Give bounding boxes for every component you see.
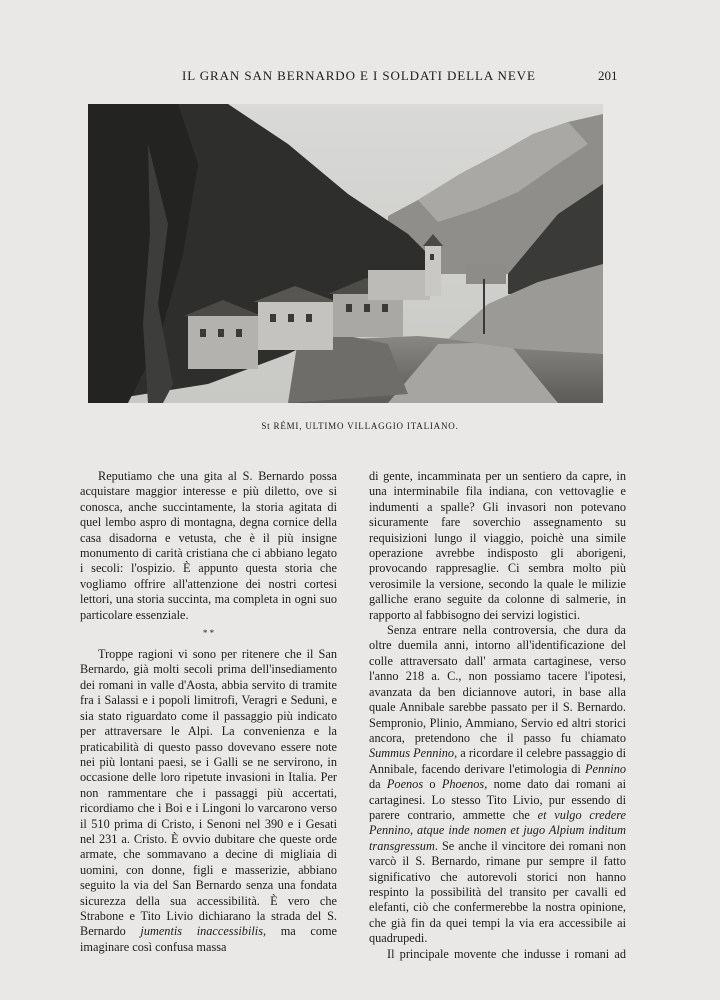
photo-caption: St RÉMI, ULTIMO VILLAGGIO ITALIANO.	[261, 421, 459, 431]
italic-quote: et vulgo credere Pennino, atque inde nomen et jugo Alpium inditum transgressum	[369, 807, 627, 853]
text-run: , nome dato dai romani ai cartaginesi. Lo stesso Tito Livio, pur essendo di parere contrario, ammette che	[369, 777, 626, 822]
paragraph-motive: Il principale movente che indusse i romani ad	[387, 946, 626, 961]
italic-quote: jumentis inaccessibilis	[140, 924, 263, 939]
page-number: 201	[598, 68, 618, 83]
village-photograph	[88, 104, 603, 403]
italic-term: Summus Pennino	[369, 746, 455, 761]
italic-term: Phoenos	[441, 777, 485, 792]
running-title: IL GRAN SAN BERNARDO E I SOLDATI DELLA NEVE	[182, 68, 536, 83]
section-ornament: * *	[202, 628, 215, 639]
paragraph-hannibal	[369, 623, 626, 947]
running-head	[0, 68, 720, 88]
text-run: , ma come imaginare così confusa massa	[80, 924, 337, 954]
left-text-column	[80, 469, 337, 955]
text-run: Senza entrare nella controversia, che dura da oltre duemila anni, intorno all'identificazione del colle attraversato dall' armata cartaginese, verso l'anno 218 a. C., non possiamo tacere l'ipotesi, avanzata da ben diciannove autori, in base alla quale Annibale sarebbe passato per il S. Bernardo. Sempronio, Plinio, Ammiano, Servio ed altri storici ancora, pretendono che il passo fu chiamato	[369, 623, 626, 745]
right-text-column	[369, 469, 626, 962]
text-run: o	[423, 777, 442, 792]
text-run: , a ricordare il celebre passaggio di Annibale, facendo derivare l'etimologia di	[369, 746, 626, 776]
photograph-drawing	[88, 104, 603, 403]
text-run: . Se anche il vincitore dei romani non varcò il S. Bernardo, rimane pur sempre il fatto significativo che autorevoli storici non hanno respinto la possibilità del transito per cavalli ed elefanti, ciò che confermerebbe la nostra opinione, che già fin da quei tempi la via era accessibile ai quadrupedi.	[369, 838, 626, 946]
paragraph-intro: Reputiamo che una gita al S. Bernardo possa acquistare maggior interesse e più diletto, ove si conosca, anche succintamente, la storia agitata di quel lembo aspro di montagna, degna cornice della casa disadorna e vetusta, che è il più insigne monumento di carità cristiana che ci abbiano legato i secoli: l'ospizio. È appunto questa storia che vogliamo offrire all'attenzione dei nostri cortesi lettori, una storia succinta, ma completa in ogni suo particolare essenziale.	[80, 469, 337, 622]
text-run: Troppe ragioni vi sono per ritenere che il San Bernardo, già molti secoli prima dell'insediamento dei romani in valle d'Aosta, abbia servito di tramite fra i Salassi e i popoli limitrofi, Veragri e Seduni, e sia stato riguardato come il passaggio più indicato per attraversare le Alpi. La convenienza e la praticabilità di questo passo dovevano essere note nei più lontani paesi, se i Galli se ne servirono, in occasione delle loro ripetute invasioni in Italia. Per non rammentare che i passaggi più accertati, ricordiamo che i Boi e i Lingoni lo varcarono verso il 510 prima di Cristo, i Senoni nel 390 e i Gesati nel 231 a. Cristo. È ovvio dubitare che queste orde armate, che sommavano a decine di migliaia di uomini, con donne, figli e masserizie, abbiano seguito la via del San Bernardo senza una fondata sicurezza della sua accessibilità. È vero che Strabone e Tito Livio dichiarano la strada del S. Bernardo	[80, 647, 337, 939]
text-run: da	[369, 777, 387, 792]
paragraph-early-passages	[80, 647, 337, 955]
italic-term: Poenos	[386, 777, 424, 792]
italic-term: Pennino	[585, 761, 626, 776]
paragraph-continuation: di gente, incamminata per un sentiero da capre, in una interminabile fila indiana, con vettovaglie e indumenti a spalle? Gli invasori non potevano sicuramente fare soverchio assegnamento su requisizioni lungo il viaggio, poichè una simile operazione avrebbe indisposto gli aborigeni, provocando rappresaglie. Ci sembra molto più verosimile la versione, secondo la quale le milizie galliche erano seguite da colonne di salmerie, in rapporto al fabbisogno dei servizi logistici.	[369, 469, 626, 622]
